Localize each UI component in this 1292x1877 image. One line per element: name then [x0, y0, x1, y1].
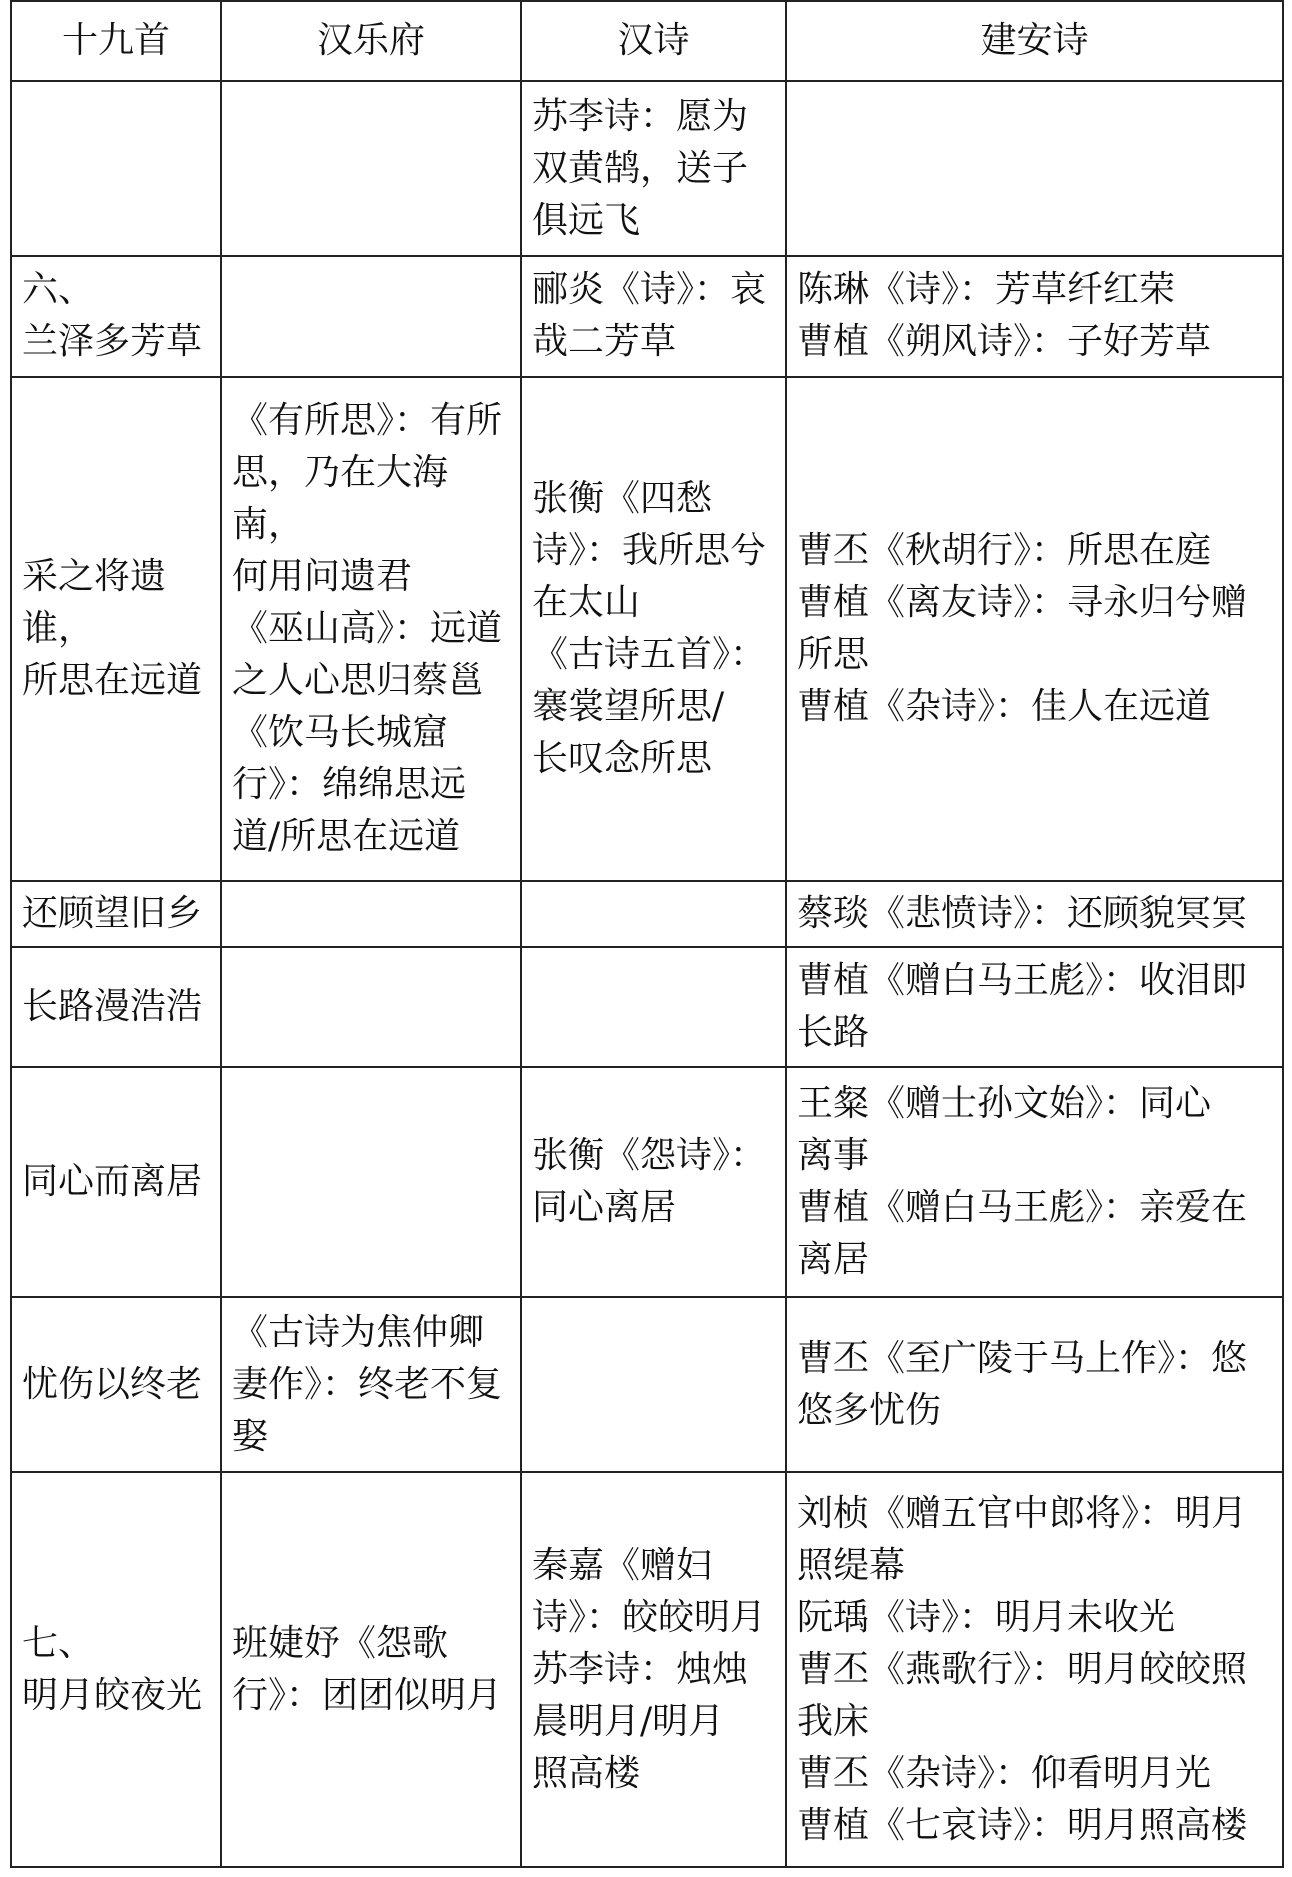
- cell-line: 诗》：皎皎明月: [532, 1596, 767, 1638]
- cell-hanyuefu: [221, 881, 521, 946]
- table-row: [11, 1472, 1283, 1867]
- header-hanyuefu: 汉乐府: [221, 1, 521, 81]
- cell-line: 兰泽多芳草: [22, 321, 203, 363]
- cell-hanyuefu: [221, 1472, 521, 1867]
- cell-line: 刘桢《赠五官中郎将》：明月: [797, 1492, 1248, 1534]
- cell-line: 六、: [22, 269, 95, 311]
- cell-shijiushou: [11, 256, 221, 376]
- cell-line: 班婕妤《怨歌: [232, 1622, 449, 1664]
- cell-line: 照缇幕: [797, 1544, 906, 1586]
- cell-hanyuefu: [221, 377, 521, 882]
- cell-line: 照高楼: [532, 1752, 641, 1794]
- cell-hanshi: [521, 881, 786, 946]
- cell-line: 曹植《杂诗》：佳人在远道: [797, 685, 1212, 727]
- cell-line: 曹植《七哀诗》：明月照高楼: [797, 1804, 1248, 1846]
- cell-hanyuefu: [221, 81, 521, 256]
- cell-jiananshi: [786, 1067, 1283, 1297]
- cell-line: 离居: [797, 1238, 870, 1280]
- cell-line: 离事: [797, 1134, 870, 1176]
- header-hanshi: 汉诗: [521, 1, 786, 81]
- cell-line: 在太山: [532, 581, 641, 623]
- cell-line: 褰裳望所思/: [532, 685, 725, 727]
- cell-hanshi: [521, 81, 786, 256]
- cell-line: 采之将遗谁，: [22, 555, 167, 649]
- cell-jiananshi: [786, 1297, 1283, 1472]
- table-row: [11, 1297, 1283, 1472]
- cell-line: 《巫山高》：远道: [232, 607, 503, 649]
- cell-jiananshi: [786, 1472, 1283, 1867]
- cell-line: 郦炎《诗》：哀: [532, 269, 767, 311]
- cell-line: 诗》：我所思兮: [532, 529, 767, 571]
- cell-line: 阮瑀《诗》：明月未收光: [797, 1596, 1176, 1638]
- cell-line: 之人心思归蔡邕: [232, 659, 485, 701]
- cell-hanshi: [521, 1067, 786, 1297]
- cell-line: 同心而离居: [22, 1160, 203, 1202]
- header-row: [11, 1, 1283, 81]
- cell-shijiushou: [11, 947, 221, 1067]
- cell-hanshi: [521, 1297, 786, 1472]
- cell-line: 七、: [22, 1622, 95, 1664]
- cell-line: 曹植《赠白马王彪》：收泪即: [797, 959, 1248, 1001]
- cell-line: 曹植《朔风诗》：子好芳草: [797, 321, 1212, 363]
- cell-hanyuefu: [221, 947, 521, 1067]
- cell-jiananshi: [786, 81, 1283, 256]
- table-row: [11, 881, 1283, 946]
- cell-jiananshi: [786, 377, 1283, 882]
- cell-jiananshi: [786, 947, 1283, 1067]
- cell-line: 《饮马长城窟: [232, 711, 449, 753]
- cell-hanyuefu: [221, 256, 521, 376]
- cell-line: 陈琳《诗》：芳草纤红荣: [797, 269, 1176, 311]
- cell-line: 张衡《怨诗》：: [532, 1134, 767, 1176]
- cell-jiananshi: [786, 881, 1283, 946]
- cell-line: 曹植《赠白马王彪》：亲爱在: [797, 1186, 1248, 1228]
- cell-shijiushou: [11, 1067, 221, 1297]
- table-row: [11, 1067, 1283, 1297]
- cell-line: 我床: [797, 1700, 870, 1742]
- cell-hanyuefu: [221, 1297, 521, 1472]
- header-shijiushou: 十九首: [11, 1, 221, 81]
- cell-line: 秦嘉《赠妇: [532, 1544, 713, 1586]
- cell-line: 曹丕《杂诗》：仰看明月光: [797, 1752, 1212, 1794]
- header-jiananshi: 建安诗: [786, 1, 1283, 81]
- cell-hanshi: [521, 947, 786, 1067]
- cell-line: 曹丕《燕歌行》：明月皎皎照: [797, 1648, 1248, 1690]
- table-row: [11, 256, 1283, 376]
- cell-line: 《古诗为焦仲卿: [232, 1311, 485, 1353]
- cell-shijiushou: [11, 81, 221, 256]
- table-row: [11, 377, 1283, 882]
- cell-line: 忧伤以终老: [22, 1363, 203, 1405]
- cell-jiananshi: [786, 256, 1283, 376]
- cell-line: 所思在远道: [22, 659, 203, 701]
- cell-line: 哉二芳草: [532, 321, 677, 363]
- cell-line: 悠多忧伤: [797, 1389, 942, 1431]
- cell-hanyuefu: [221, 1067, 521, 1297]
- cell-shijiushou: [11, 377, 221, 882]
- cell-line: 同心离居: [532, 1186, 677, 1228]
- cell-line: 明月皎夜光: [22, 1674, 203, 1716]
- cell-hanshi: [521, 377, 786, 882]
- cell-line: 王粲《赠士孙文始》：同心: [797, 1082, 1212, 1124]
- cell-hanshi: [521, 256, 786, 376]
- cell-shijiushou: [11, 1297, 221, 1472]
- cell-line: 行》：绵绵思远: [232, 763, 467, 805]
- cell-line: 思，乃在大海南，: [232, 451, 449, 545]
- cell-line: 还顾望旧乡: [22, 892, 203, 934]
- table-row: [11, 947, 1283, 1067]
- table-row: [11, 81, 1283, 256]
- cell-line: 苏李诗：烛烛: [532, 1648, 749, 1690]
- cell-line: 妻作》：终老不复: [232, 1363, 503, 1405]
- cell-line: 张衡《四愁: [532, 477, 713, 519]
- cell-line: 道/所思在远道: [232, 815, 461, 857]
- cell-line: 娶: [232, 1415, 269, 1457]
- cell-line: 行》：团团似明月: [232, 1674, 503, 1716]
- cell-line: 曹植《离友诗》：寻永归兮赠: [797, 581, 1248, 623]
- cell-line: 蔡琰《悲愤诗》：还顾貌冥冥: [797, 892, 1248, 934]
- cell-line: 长路漫浩浩: [22, 985, 203, 1027]
- cell-line: 苏李诗：愿为: [532, 95, 749, 137]
- cell-line: 曹丕《秋胡行》：所思在庭: [797, 529, 1212, 571]
- cell-line: 何用问遗君: [232, 555, 413, 597]
- cell-line: 晨明月/明月: [532, 1700, 725, 1742]
- cell-hanshi: [521, 1472, 786, 1867]
- cell-shijiushou: [11, 881, 221, 946]
- cell-line: 双黄鹄，送子: [532, 147, 749, 189]
- cell-line: 《古诗五首》：: [532, 633, 767, 675]
- cell-line: 所思: [797, 633, 870, 675]
- cell-line: 俱远飞: [532, 199, 641, 241]
- cell-line: 长叹念所思: [532, 737, 713, 779]
- cell-line: 曹丕《至广陵于马上作》：悠: [797, 1337, 1248, 1379]
- cell-line: 长路: [797, 1011, 870, 1053]
- cell-shijiushou: [11, 1472, 221, 1867]
- poetry-comparison-table: [10, 0, 1284, 1868]
- cell-line: 《有所思》：有所: [232, 399, 503, 441]
